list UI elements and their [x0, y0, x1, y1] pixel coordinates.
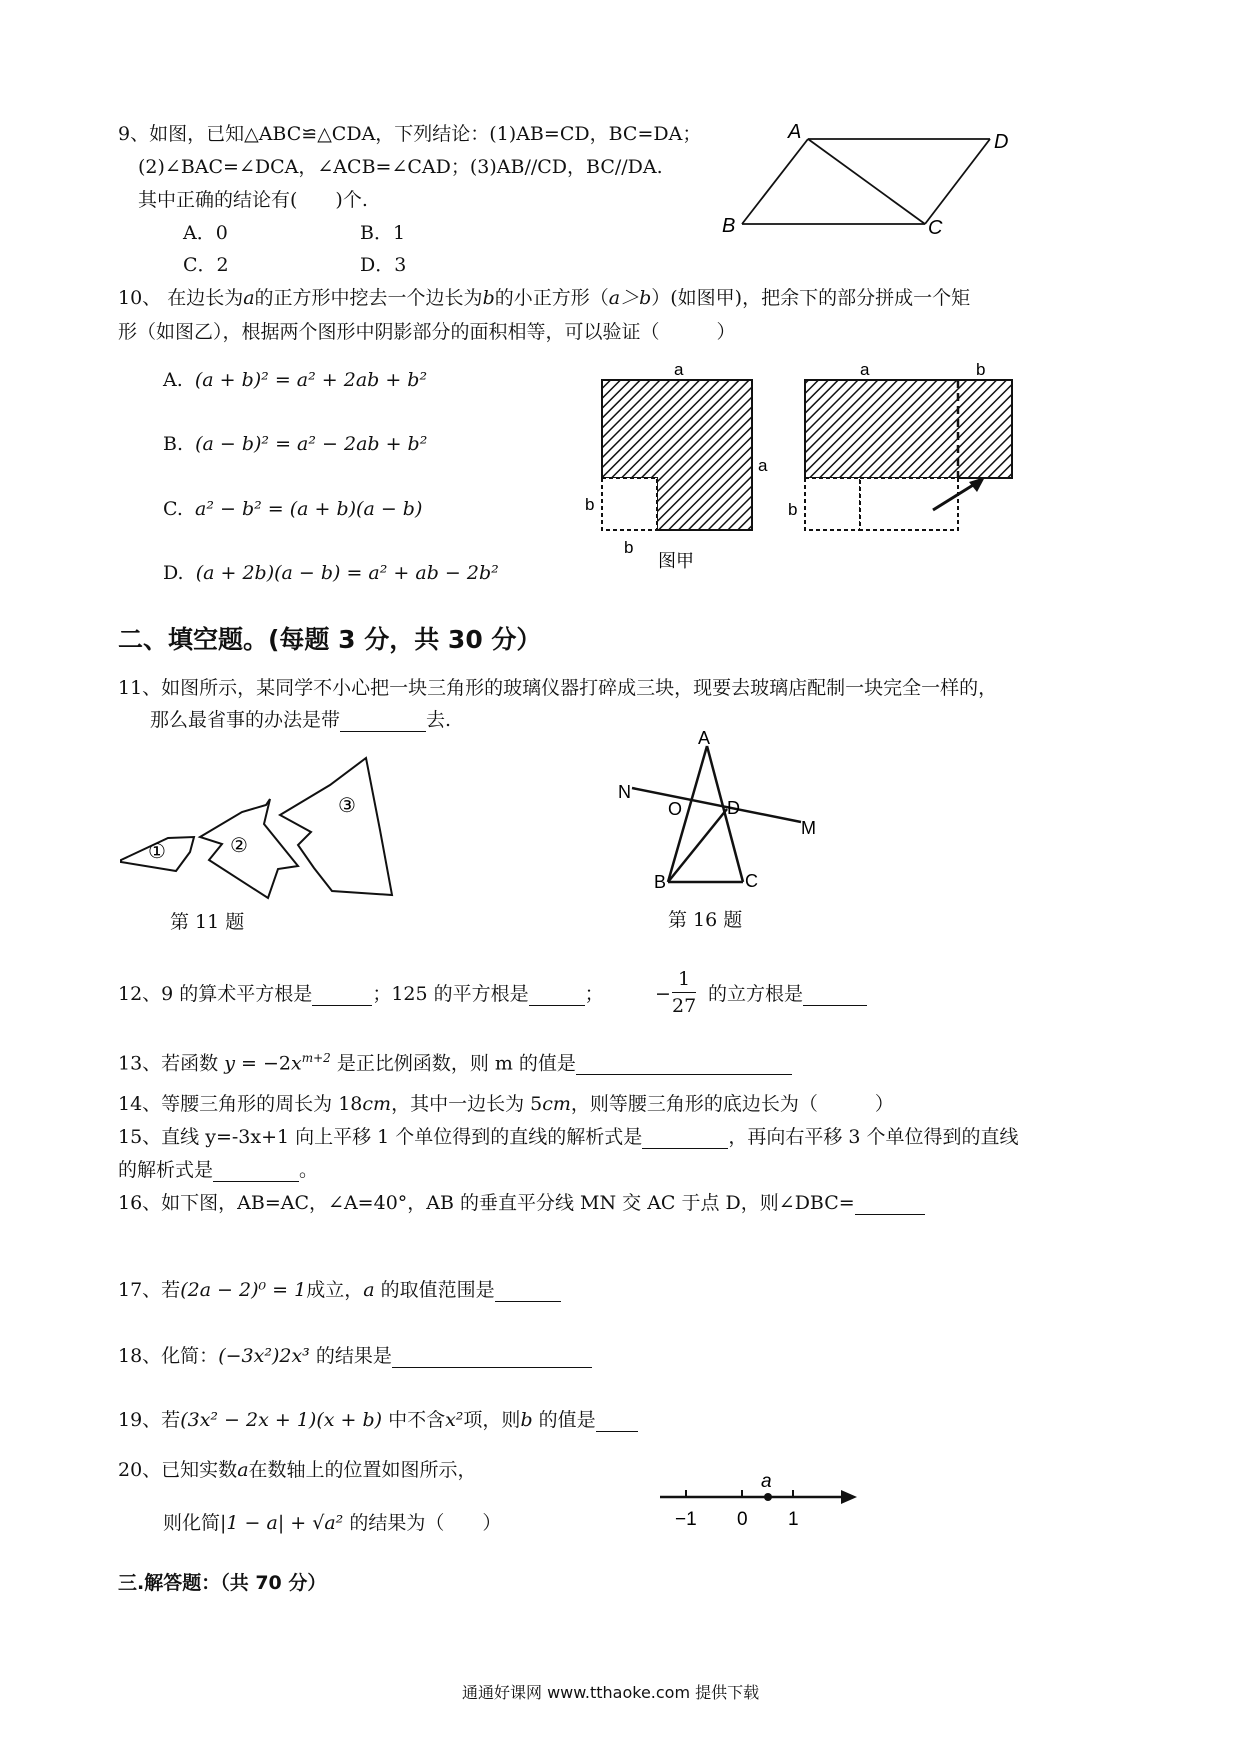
q12-blank-1[interactable]: [312, 987, 372, 1006]
q15-text-2: ，再向右平移 3 个单位得到的直线: [728, 1126, 1019, 1148]
q15-line1: [118, 1125, 1018, 1149]
q11-answer-blank[interactable]: [340, 713, 426, 732]
q11-text-1: 那么最省事的办法是带: [150, 709, 341, 731]
q18-expr: (−3x²)2x³: [218, 1345, 310, 1367]
q18-text-1: 18、化简：: [118, 1345, 219, 1367]
q10-text-2: 的正方形中挖去一个边长为: [254, 287, 483, 309]
q10-option-d: [163, 561, 499, 585]
q10-square-figures: [580, 360, 1040, 580]
q19-text-4: 的值是: [532, 1409, 596, 1431]
q15-blank-2[interactable]: [213, 1163, 299, 1182]
q13-text-2: 是正比例函数，则 m 的值是: [330, 1052, 576, 1075]
q12-text-2: [708, 982, 867, 1006]
q17-text-2: 成立，: [306, 1279, 364, 1301]
q14-text-2: ，其中一边长为 5: [391, 1093, 543, 1115]
q9-option-c: C．2: [183, 254, 229, 276]
fig-jia-label-a-right: a: [758, 456, 768, 475]
q13-expr-exponent: m+2: [301, 1051, 331, 1065]
q11-glass-pieces-figure: [118, 750, 408, 910]
q20-tick-0: 0: [737, 1509, 748, 1530]
q11-piece-3: ③: [338, 795, 356, 817]
q9-parallelogram-figure: [720, 120, 1040, 240]
q11-line2: [150, 708, 451, 732]
q19-answer-blank[interactable]: [596, 1413, 638, 1432]
q13-expr-x: x: [290, 1052, 302, 1075]
q12-text-1: [118, 982, 604, 1006]
q11-line1: 11、如图所示，某同学不小心把一块三角形的玻璃仪器打碎成三块，现要去玻璃店配制一块完全一样的，: [118, 677, 998, 699]
q16-line: [118, 1191, 925, 1215]
section-2-title: 二、填空题。(每题 3 分，共 30 分）: [118, 625, 542, 654]
fig-jia-label-b-left: b: [585, 495, 595, 514]
q19-text-3: 项，则: [463, 1409, 521, 1431]
q16-triangle-figure: [600, 730, 830, 890]
q20-tick-minus-1: −1: [675, 1509, 697, 1530]
q20-text-4: 的结果为（ ）: [343, 1512, 502, 1534]
q17-answer-blank[interactable]: [495, 1283, 561, 1302]
q19-line: [118, 1408, 638, 1432]
q10-text-1: 10、 在边长为: [118, 287, 244, 309]
fig-yi-label-a: a: [860, 360, 870, 379]
q16-label-d: D: [727, 798, 740, 818]
q16-label-o: O: [668, 799, 683, 819]
q14-line: [118, 1092, 894, 1116]
q12-part-2: ；125 的平方根是: [372, 983, 529, 1005]
q19-expr: (3x² − 2x + 1)(x + b): [180, 1409, 383, 1431]
q12-part-3: ；: [584, 983, 604, 1005]
q10-option-b-expr: (a − b)² = a² − 2ab + b²: [195, 433, 428, 455]
q15-line2: [118, 1158, 318, 1182]
q16-label-n: N: [618, 782, 631, 802]
q16-text: 16、如下图，AB=AC，∠A=40°，AB 的垂直平分线 MN 交 AC 于点 D，则∠DBC=: [118, 1192, 855, 1214]
q13-expr-y: y: [224, 1052, 235, 1075]
q10-option-a-label: A.: [163, 369, 183, 391]
q19-var-x2: x²: [445, 1409, 464, 1431]
q12-blank-3[interactable]: [803, 987, 867, 1006]
fig-jia-caption: 图甲: [658, 551, 694, 571]
q20-text-3: 则化简: [163, 1512, 221, 1534]
q12-part-4: 的立方根是: [708, 983, 804, 1005]
q14-unit-1: cm: [362, 1093, 392, 1115]
q9-label-c: C: [928, 217, 943, 239]
q9-option-b: B．1: [360, 222, 406, 244]
q17-line: [118, 1278, 561, 1302]
q10-option-b-label: B.: [163, 433, 184, 455]
q9-label-b: B: [722, 215, 736, 237]
q10-option-d-label: D.: [163, 562, 184, 584]
q10-text-4: ）(如图甲)，把余下的部分拼成一个矩: [651, 287, 971, 309]
q18-text-2: 的结果是: [309, 1345, 392, 1367]
fig-yi-label-b-left: b: [788, 500, 798, 519]
q15-text-4: 。: [299, 1159, 319, 1181]
q16-label-a: A: [698, 728, 711, 748]
q10-line2: 形（如图乙），根据两个图形中阴影部分的面积相等，可以验证（ ）: [118, 321, 736, 343]
q9-line2: (2)∠BAC=∠DCA，∠ACB=∠CAD；(3)AB//CD，BC//DA.: [138, 156, 663, 178]
q10-option-d-expr: (a + 2b)(a − b) = a² + ab − 2b²: [195, 562, 499, 584]
q17-expr: (2a − 2)⁰ = 1: [180, 1279, 307, 1301]
q20-number-line: [655, 1470, 865, 1540]
q9-option-a: A．0: [183, 222, 228, 244]
q12-minus: −: [655, 983, 671, 1005]
q10-option-a: [163, 368, 427, 392]
q16-caption: 第 16 题: [668, 909, 743, 931]
fig-jia-label-b-bottom: b: [624, 538, 634, 557]
q9-line1: 9、如图，已知△ABC≌△CDA，下列结论：(1)AB=CD，BC=DA；: [118, 123, 702, 145]
q20-var: a: [237, 1459, 249, 1481]
q18-answer-blank[interactable]: [392, 1349, 592, 1368]
q10-line1: [118, 286, 970, 310]
q10-option-c-label: C.: [163, 498, 183, 520]
q10-option-c-expr: a² − b² = (a + b)(a − b): [195, 498, 423, 520]
q20-tick-1: 1: [788, 1509, 799, 1530]
fig-yi-label-b-top: b: [976, 360, 986, 379]
q20-line2: [163, 1511, 501, 1535]
q20-text-2: 在数轴上的位置如图所示，: [248, 1459, 477, 1481]
q14-text-3: ，则等腰三角形的底边长为（ ）: [570, 1093, 894, 1115]
q9-label-a: A: [788, 121, 802, 143]
q11-piece-1: ①: [148, 841, 166, 863]
q20-expr: |1 − a| + √a²: [220, 1512, 344, 1534]
section-3-title: 三.解答题：（共 70 分）: [118, 1572, 327, 1594]
q17-var: a: [363, 1279, 375, 1301]
q12-fraction: [672, 966, 696, 1019]
q13-line: [118, 1046, 792, 1075]
footer-download-note: 通通好课网 www.tthaoke.com 提供下载: [462, 1683, 760, 1702]
q17-text-3: 的取值范围是: [374, 1279, 495, 1301]
q19-text-2: 中不含: [382, 1409, 446, 1431]
q10-option-a-expr: (a + b)² = a² + 2ab + b²: [194, 369, 428, 391]
q16-answer-blank[interactable]: [855, 1196, 925, 1215]
q14-unit-2: cm: [542, 1093, 571, 1115]
q10-option-c: [163, 497, 422, 521]
q10-text-3: 的小正方形（: [494, 287, 609, 309]
q13-answer-blank[interactable]: [576, 1056, 792, 1075]
q15-text-3: 的解析式是: [118, 1159, 214, 1181]
q20-point-label-a: a: [761, 1471, 772, 1492]
q13-expr-eq: = −2: [234, 1052, 291, 1075]
q11-caption: 第 11 题: [170, 911, 245, 933]
q10-var-a: a: [243, 287, 255, 309]
q12-part-1: 12、9 的算术平方根是: [118, 983, 313, 1005]
q15-blank-1[interactable]: [642, 1130, 728, 1149]
q19-text-1: 19、若: [118, 1409, 181, 1431]
q13-text-1: 13、若函数: [118, 1052, 219, 1075]
q18-line: [118, 1344, 592, 1368]
q9-option-d: D．3: [360, 254, 407, 276]
q9-label-d: D: [994, 131, 1009, 153]
q12-blank-2[interactable]: [529, 987, 585, 1006]
q12-fraction-denominator: 27: [672, 995, 697, 1017]
q10-condition: a＞b: [608, 287, 652, 309]
q14-text-1: 14、等腰三角形的周长为 18: [118, 1093, 363, 1115]
q20-text-1: 20、已知实数: [118, 1459, 238, 1481]
q15-text-1: 15、直线 y=-3x+1 向上平移 1 个单位得到的直线的解析式是: [118, 1126, 643, 1148]
q16-label-b: B: [654, 872, 667, 892]
q11-piece-2: ②: [230, 835, 248, 857]
q10-option-b: [163, 432, 427, 456]
fig-jia-label-a-top: a: [674, 360, 684, 379]
q20-line1: [118, 1458, 477, 1482]
q17-text-1: 17、若: [118, 1279, 181, 1301]
q11-text-2: 去.: [426, 709, 452, 731]
q19-var-b: b: [520, 1409, 533, 1431]
q16-label-c: C: [745, 871, 758, 891]
q9-line3: 其中正确的结论有( )个.: [138, 189, 368, 211]
q12-fraction-numerator: 1: [672, 966, 696, 993]
q16-label-m: M: [801, 818, 816, 838]
q10-var-b: b: [482, 287, 495, 309]
